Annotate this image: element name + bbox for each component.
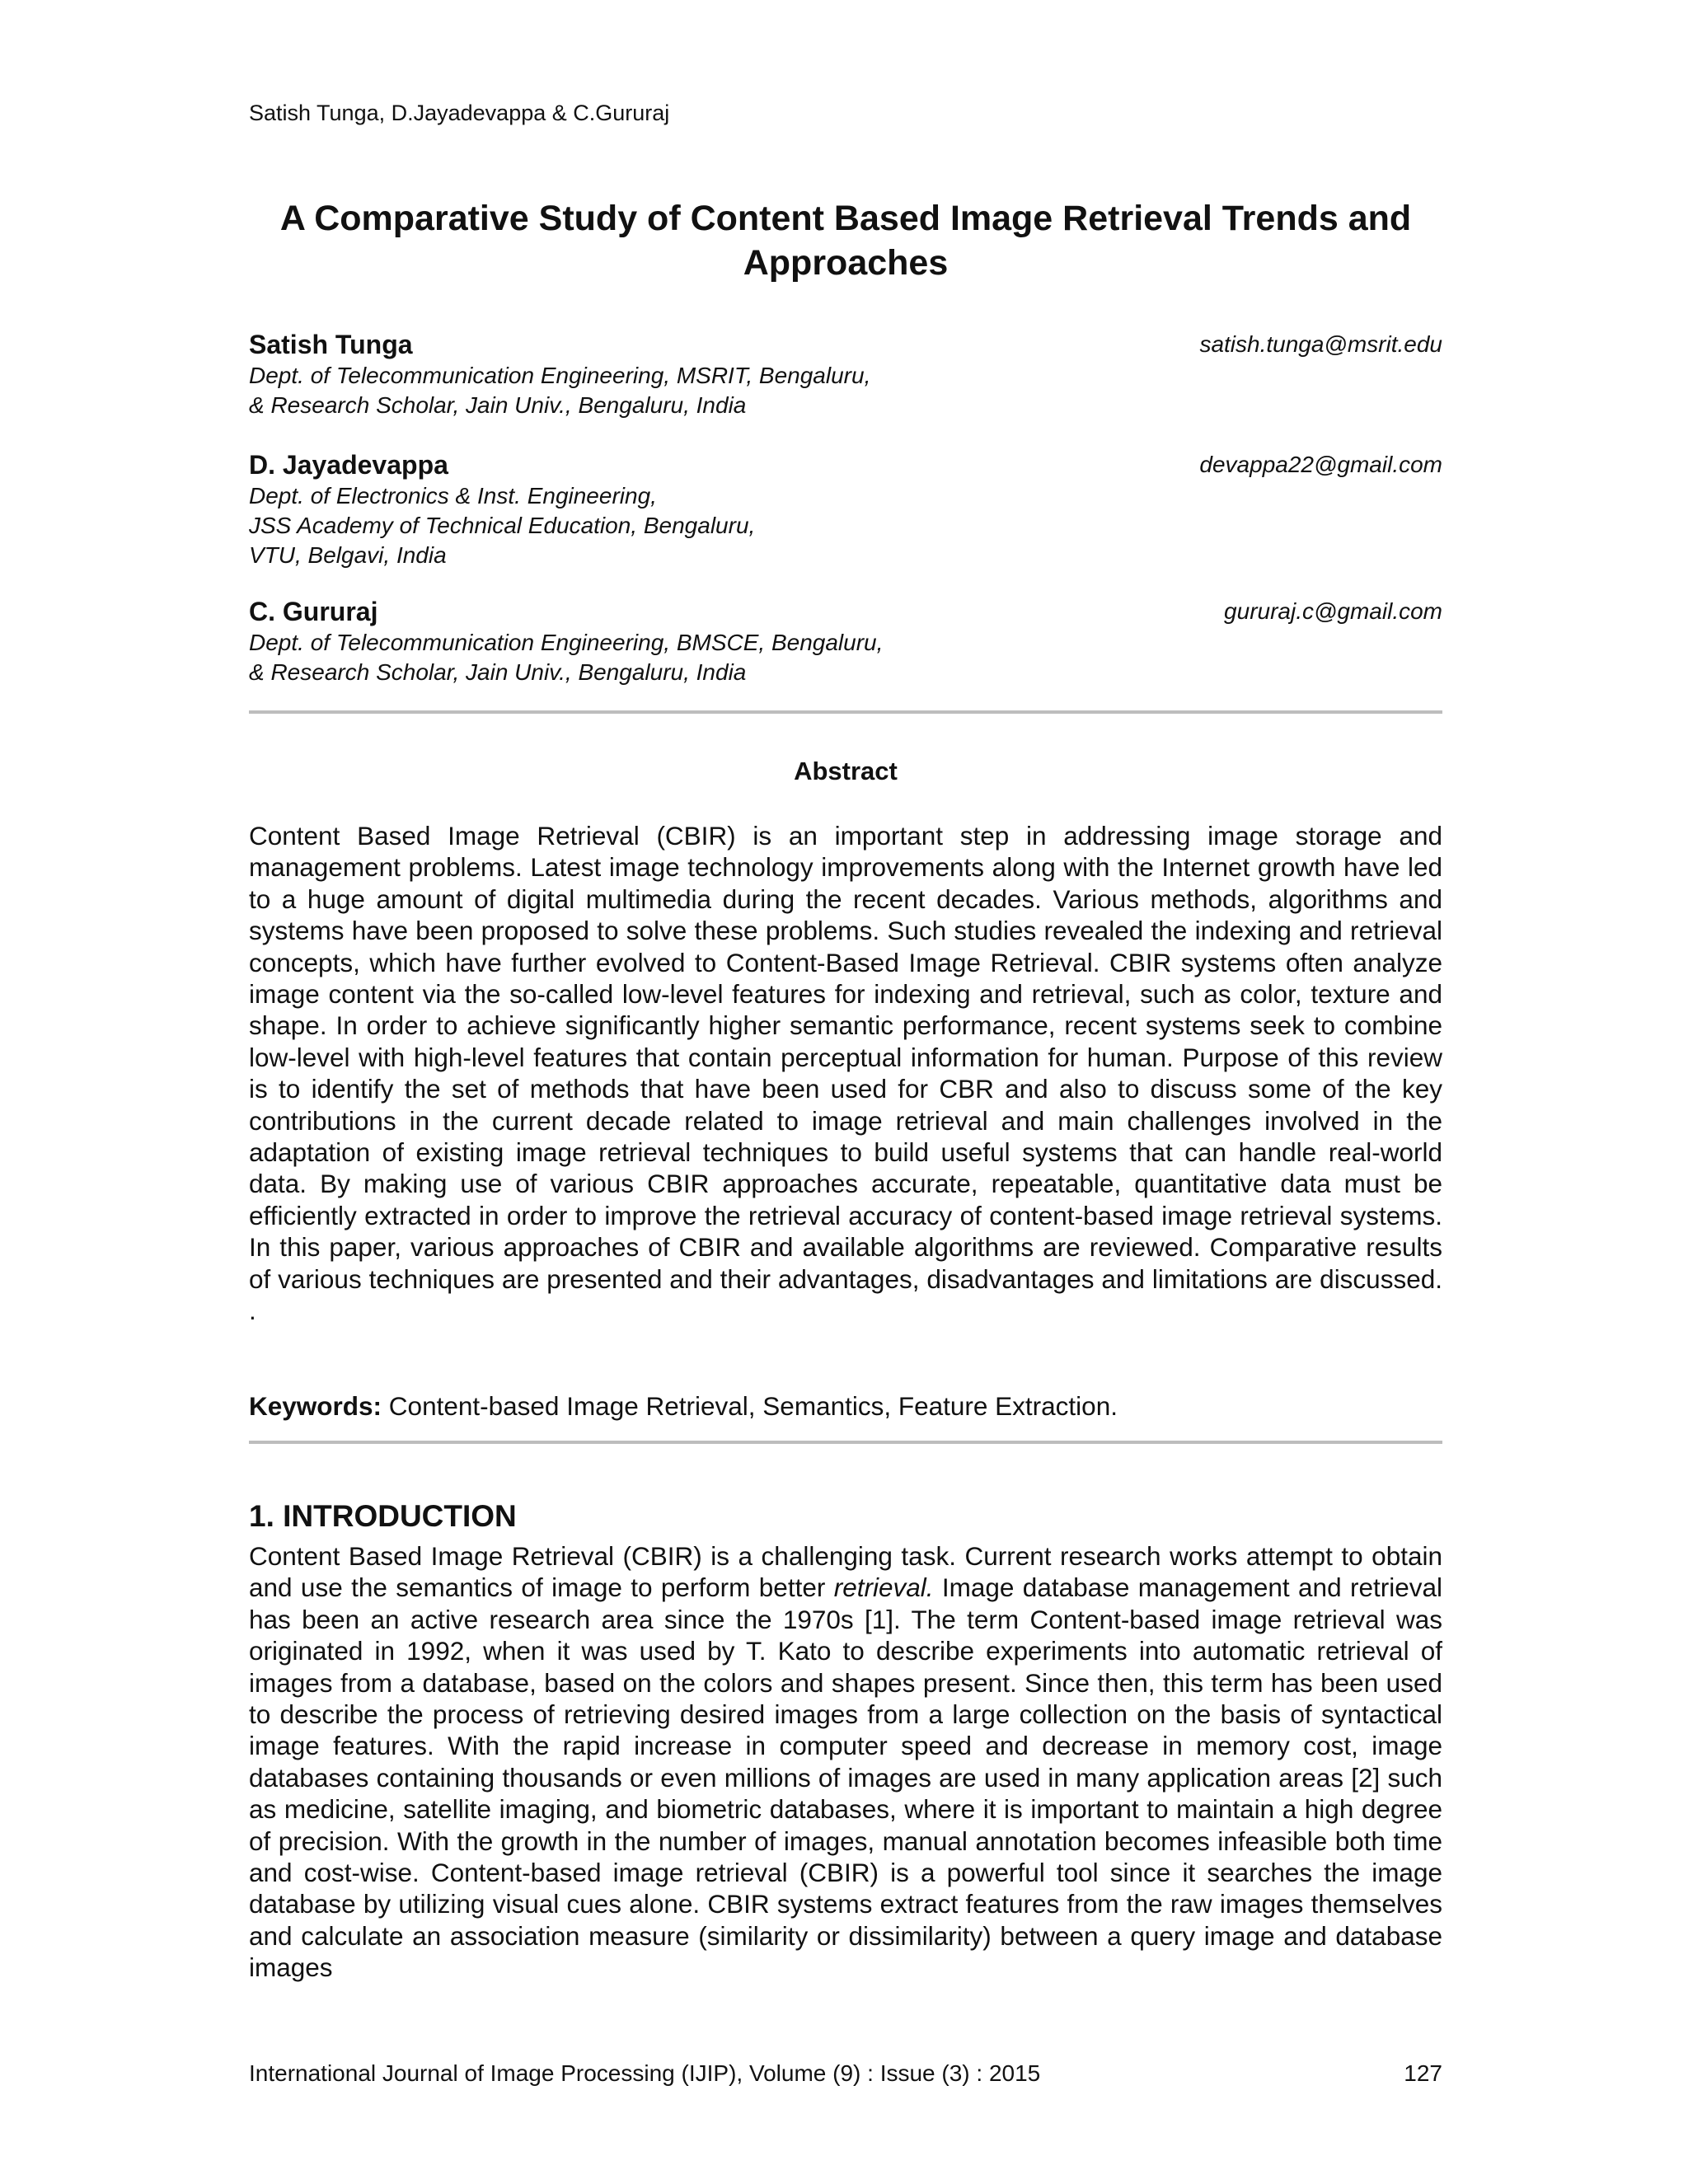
section-divider [249, 710, 1442, 714]
introduction-text [249, 1540, 1442, 1984]
author-affiliation-line: Dept. of Telecommunication Engineering, MSRIT, Bengaluru, [249, 363, 871, 388]
introduction-text-part: Content Based Image Retrieval (CBIR) is a challenging task. Current research works attempt to obtain and use the semantics of image to perform better [249, 1541, 1442, 1603]
author-email[interactable]: devappa22@gmail.com [1199, 452, 1442, 477]
author-block [249, 595, 1442, 687]
keywords-line [249, 1391, 1442, 1422]
author-email[interactable]: satish.tunga@msrit.edu [1199, 331, 1442, 357]
author-block [249, 328, 1442, 420]
paper-page [249, 0, 1442, 2184]
author-affiliation-line: JSS Academy of Technical Education, Bengaluru, [249, 513, 756, 538]
introduction-text-part: Image database management and retrieval has been an active research area since the 1970s [1]. The term Content-based image retrieval was originated in 1992, when it was used by T. Kato to describe experiments into automatic retrieval of images from a database, based on the colors and shapes present. Since then, this term has been used to describe the process of retrieving desired images from a large collection on the basis of syntactical image features. With the rapid increase in computer speed and decrease in memory cost, image databases containing thousands or even millions of images are used in many application areas [2] such as medicine, satellite imaging, and biometric databases, where it is important to maintain a high degree of precision. With the growth in the number of images, manual annotation becomes infeasible both time and cost-wise. Content-based image retrieval (CBIR) is a powerful tool since it searches the image database by utilizing visual cues alone. CBIR systems extract features from the raw images themselves and calculate an association measure (similarity or dissimilarity) between a query image and database images [249, 1572, 1443, 1983]
abstract-heading: Abstract [794, 757, 898, 785]
author-block [249, 448, 1442, 570]
author-name: C. Gururaj [249, 597, 378, 626]
keywords-text: Content-based Image Retrieval, Semantics, Feature Extraction. [382, 1391, 1118, 1421]
page-footer [249, 2060, 1442, 2087]
keywords-label: Keywords: [249, 1391, 382, 1421]
author-email[interactable]: gururaj.c@gmail.com [1224, 598, 1442, 624]
paper-title: A Comparative Study of Content Based Image Retrieval Trends and Approaches [279, 199, 1412, 283]
introduction-italic-word: retrieval. [833, 1572, 934, 1603]
author-affiliation-line: & Research Scholar, Jain Univ., Bengaluru, India [249, 392, 747, 418]
author-affiliation-line: Dept. of Electronics & Inst. Engineering, [249, 483, 657, 509]
author-name: D. Jayadevappa [249, 450, 448, 480]
running-header: Satish Tunga, D.Jayadevappa & C.Gururaj [249, 101, 670, 125]
section-divider [249, 1441, 1442, 1444]
author-affiliation-line: & Research Scholar, Jain Univ., Bengaluru, India [249, 659, 747, 685]
section-heading-introduction: 1. INTRODUCTION [249, 1499, 517, 1533]
abstract-text: Content Based Image Retrieval (CBIR) is an important step in addressing image storage and management problems. Latest image technology improvements along with the Internet growth have led to a huge amount of digital multimedia during the recent decades. Various methods, algorithms and systems have been proposed to solve these problems. Such studies revealed the indexing and retrieval concepts, which have further evolved to Content-Based Image Retrieval. CBIR systems often analyze image content via the so-called low-level features for indexing and retrieval, such as color, texture and shape. In order to achieve significantly higher semantic performance, recent systems seek to combine low-level with high-level features that contain perceptual information for human. Purpose of this review is to identify the set of methods that have been used for CBR and also to discuss some of the key contributions in the current decade related to image retrieval and main challenges involved in the adaptation of existing image retrieval techniques to build useful systems that can handle real-world data. By making use of various CBIR approaches accurate, repeatable, quantitative data must be efficiently extracted in order to improve the retrieval accuracy of content-based image retrieval systems. In this paper, various approaches of CBIR and available algorithms are reviewed. Comparative results of various techniques are presented and their advantages, disadvantages and limitations are discussed. . [249, 821, 1442, 1326]
page-number: 127 [1404, 2060, 1442, 2086]
author-affiliation-line: VTU, Belgavi, India [249, 542, 447, 568]
author-affiliation-line: Dept. of Telecommunication Engineering, BMSCE, Bengaluru, [249, 630, 884, 655]
journal-citation: International Journal of Image Processing (IJIP), Volume (9) : Issue (3) : 2015 [249, 2060, 1041, 2086]
author-name: Satish Tunga [249, 330, 413, 359]
